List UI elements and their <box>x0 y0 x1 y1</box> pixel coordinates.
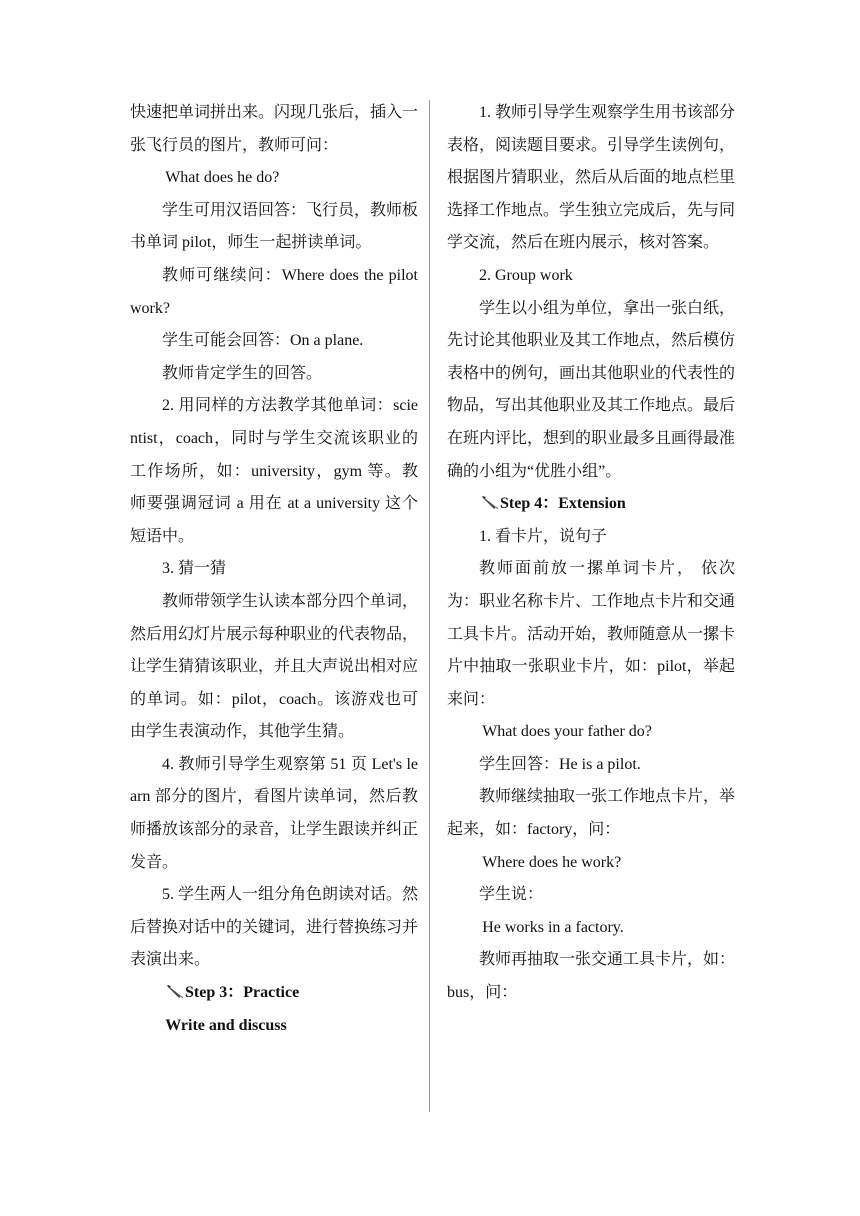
right-column <box>447 97 735 1010</box>
pen-nib-icon <box>481 494 499 510</box>
paragraph: 5. 学生两人一组分角色朗读对话。然后替换对话中的关键词，进行替换练习并表演出来。 <box>130 886 419 969</box>
paragraph: 4. 教师引导学生观察第 51 页 Let's learn 部分的图片，看图片读单词，然后教师播放该部分的录音，让学生跟读并纠正发音。 <box>130 755 419 871</box>
paragraph: Where does he work? <box>482 853 622 871</box>
paragraph: 学生可用汉语回答：飞行员，教师板书单词 pilot，师生一起拼读单词。 <box>130 201 419 252</box>
step4-title: Step 4：Extension <box>500 495 626 513</box>
paragraph: 教师可继续问：Where does the pilot work? <box>130 266 418 317</box>
paragraph: 2. Group work <box>479 266 573 284</box>
step4-heading <box>447 488 735 521</box>
paragraph: 教师再抽取一张交通工具卡片，如：bus，问： <box>447 951 736 1002</box>
step3-subheading: Write and discuss <box>165 1016 287 1034</box>
paragraph: 学生以小组为单位，拿出一张白纸，先讨论其他职业及其工作地点，然后模仿表格中的例句，画出其他职业的代表性的物品，写出其他职业及其工作地点。最后在班内评比，想到的职业最多且画得最准确的小组为“优胜小组”。 <box>447 299 736 480</box>
paragraph: 学生回答：He is a pilot. <box>479 755 641 773</box>
paragraph: What does he do? <box>165 169 280 187</box>
paragraph: What does your father do? <box>482 723 652 741</box>
left-column <box>130 97 418 1042</box>
paragraph: 教师面前放一摞单词卡片， 依次为：职业名称卡片、工作地点卡片和交通工具卡片。活动开始，教师随意从一摞卡片中抽取一张职业卡片，如：pilot，举起来问： <box>447 560 736 708</box>
paragraph: He works in a factory. <box>482 918 624 936</box>
paragraph: 学生说： <box>479 886 544 904</box>
paragraph: 快速把单词拼出来。闪现几张后，插入一张飞行员的图片，教师可问： <box>130 104 419 154</box>
column-divider <box>429 100 430 1112</box>
paragraph: 学生可能会回答：On a plane. <box>162 332 364 350</box>
step3-title: Step 3：Practice <box>185 984 300 1002</box>
paragraph: 教师继续抽取一张工作地点卡片，举起来，如：factory，问： <box>447 788 736 839</box>
paragraph: 1. 看卡片，说句子 <box>479 527 608 545</box>
paragraph: 3. 猜一猜 <box>162 560 227 578</box>
pen-nib-icon <box>166 983 184 999</box>
paragraph: 教师肯定学生的回答。 <box>162 364 323 382</box>
step3-heading <box>130 977 418 1010</box>
paragraph: 教师带领学生认读本部分四个单词，然后用幻灯片展示每种职业的代表物品，让学生猜猜该职业，并且大声说出相对应的单词。如：pilot，coach。该游戏也可由学生表演动作，其他学生猜。 <box>130 592 419 741</box>
paragraph: 1. 教师引导学生观察学生用书该部分表格，阅读题目要求。引导学生读例句，根据图片猜职业，然后从后面的地点栏里选择工作地点。学生独立完成后，先与同学交流，然后在班内展示，核对答案。 <box>447 104 736 252</box>
paragraph: 2. 用同样的方法教学其他单词：scientist，coach，同时与学生交流该职业的工作场所，如：university，gym 等。教师要强调冠词 a 用在 at a university 这个短语中。 <box>130 397 418 545</box>
